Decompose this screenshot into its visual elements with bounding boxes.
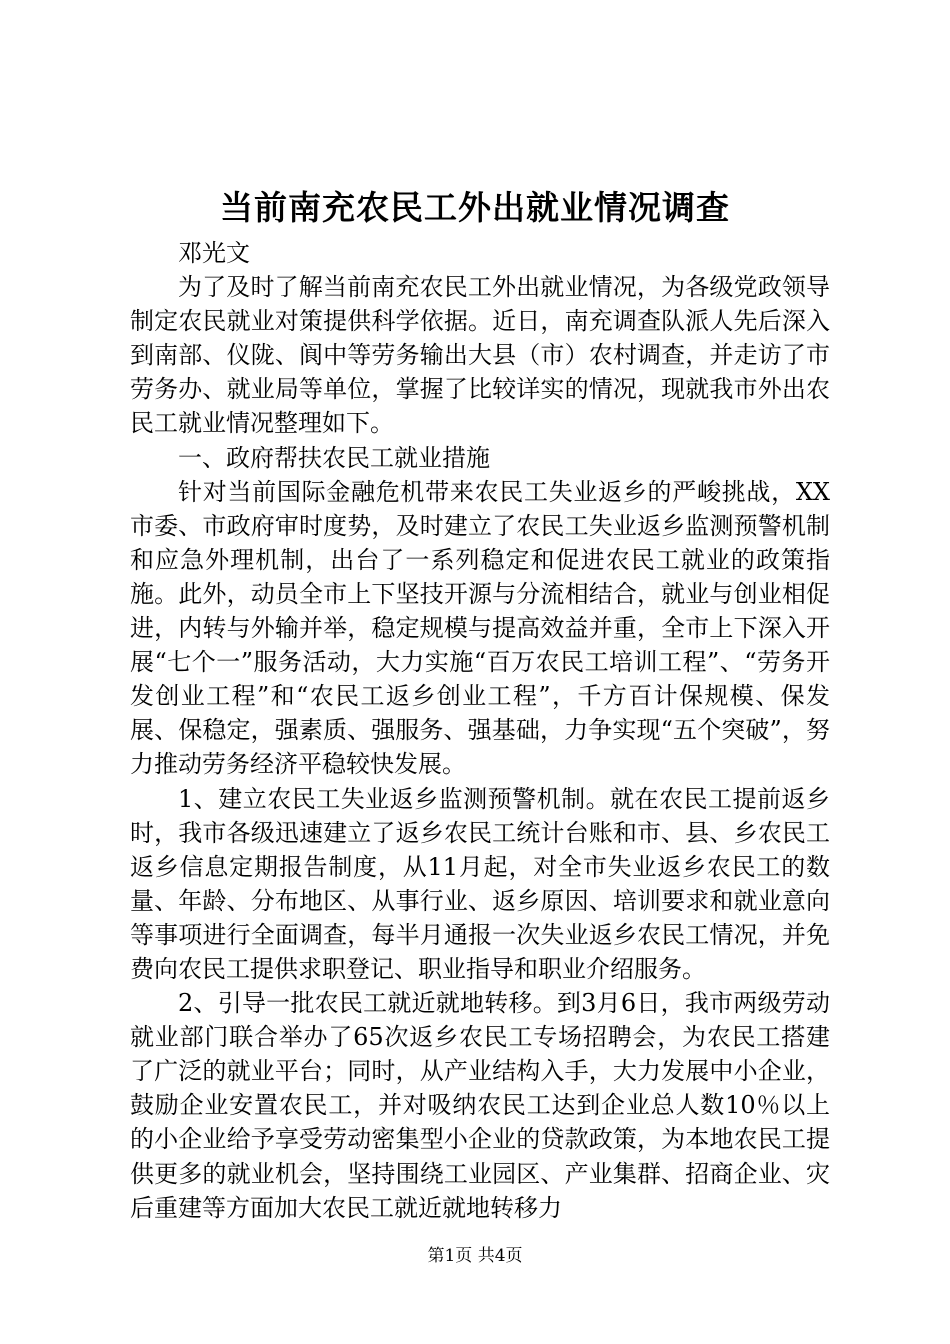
author-line: 邓光文 <box>178 239 250 267</box>
document-title: 当前南充农民工外出就业情况调查 <box>220 188 730 227</box>
paragraph-item-1: 1、建立农民工失业返乡监测预警机制。就在农民工提前返乡时，我市各级迅速建立了返乡农民工统计台账和市、县、乡农民工返乡信息定期报告制度，从11月起，对全市失业返乡农民工的数量、年龄、分布地区、从事行业、返乡原因、培训要求和就业意向等事项进行全面调查，每半月通报一次失业返乡农民工情况，并免费向农民工提供求职登记、职业指导和职业介绍服务。 <box>130 784 830 983</box>
paragraph-item-2: 2、引导一批农民工就近就地转移。到3月6日，我市两级劳动就业部门联合举办了65次返乡农民工专场招聘会，为农民工搭建了广泛的就业平台；同时，从产业结构入手，大力发展中小企业，鼓励企业安置农民工，并对吸纳农民工达到企业总人数10％以上的小企业给予享受劳动密集型小企业的贷款政策，为本地农民工提供更多的就业机会，坚持围绕工业园区、产业集群、招商企业、灾后重建等方面加大农民工就近就地转移力 <box>130 989 830 1222</box>
page-footer: 第1页 共4页 <box>427 1246 523 1266</box>
paragraph-intro: 为了及时了解当前南充农民工外出就业情况，为各级党政领导制定农民就业对策提供科学依据。近日，南充调查队派人先后深入到南部、仪陇、阆中等劳务输出大县（市）农村调查，并走访了市劳务办、就业局等单位，掌握了比较详实的情况，现就我市外出农民工就业情况整理如下。 <box>130 273 830 438</box>
document-body <box>130 236 830 1225</box>
section-heading: 一、政府帮扶农民工就业措施 <box>178 443 490 472</box>
paragraph-measures: 针对当前国际金融危机带来农民工失业返乡的严峻挑战，XX市委、市政府审时度势，及时建立了农民工失业返乡监测预警机制和应急外理机制，出台了一系列稳定和促进农民工就业的政策指施。此外，动员全市上下坚技开源与分流相结合，就业与创业相促进，内转与外输并举，稳定规模与提高效益并重，全市上下深入开展“七个一”服务活动，大力实施“百万农民工培训工程”、“劳务开发创业工程”和“农民工返乡创业工程”，千方百计保规模、保发展、保稳定，强素质、强服务、强基础，力争实现“五个突破”，努力推动劳务经济平稳较快发展。 <box>130 477 830 779</box>
